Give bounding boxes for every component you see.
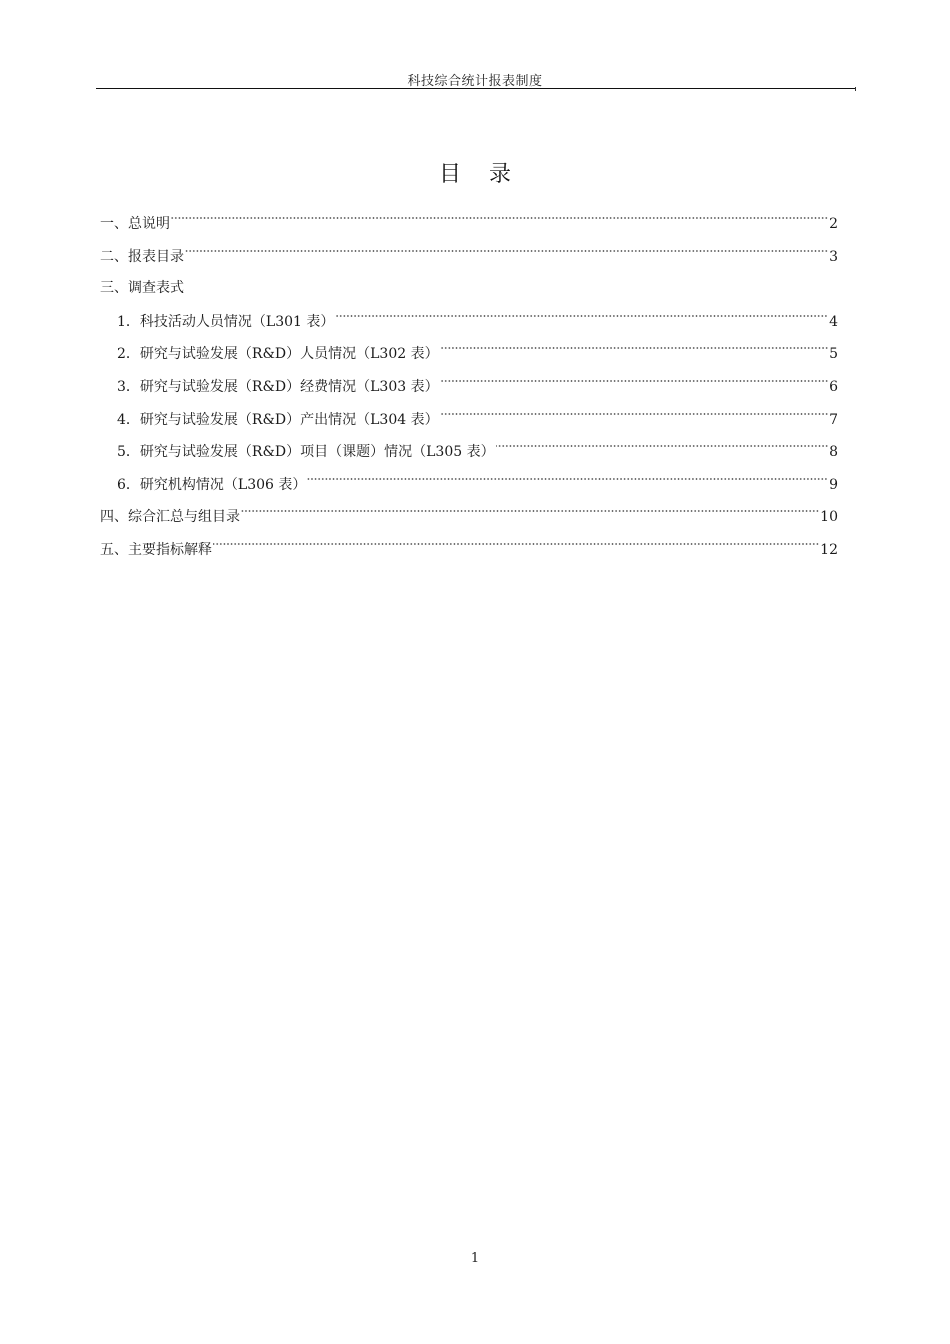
toc-entry-label: 二、报表目录 [100,248,184,265]
toc-entry-page: 5 [829,346,838,363]
toc-entry-label: 4．研究与试验发展（R&D）产出情况（L304 表） [117,411,439,428]
toc-entry-indicator-definitions[interactable] [100,540,838,573]
toc-entry-l301[interactable] [100,312,838,345]
toc-entry-page: 6 [829,378,838,395]
toc-leader-dots [171,211,828,225]
toc-leader-dots [213,537,819,551]
toc-entry-label: 一、总说明 [100,216,170,232]
toc-entry-label: 3．研究与试验发展（R&D）经费情况（L303 表） [117,378,439,395]
toc-entry-l303[interactable] [100,377,838,410]
toc-leader-dots [440,341,828,355]
toc-entry-page: 7 [829,411,838,428]
toc-entry-label: 四、综合汇总与组目录 [100,509,240,526]
toc-entry-survey-forms[interactable] [100,279,838,312]
toc-entry-l305[interactable] [100,442,838,475]
toc-entry-l306[interactable] [100,475,838,508]
toc-entry-page: 2 [829,216,838,232]
toc-entry-label: 2．研究与试验发展（R&D）人员情况（L302 表） [117,346,439,363]
running-header: 科技综合统计报表制度 [407,74,543,89]
toc-entry-label: 5．研究与试验发展（R&D）项目（课题）情况（L305 表） [117,444,495,461]
toc-leader-dots [241,504,819,518]
toc-entry-page: 10 [820,509,838,526]
toc-leader-dots [440,407,828,421]
toc-entry-report-list[interactable] [100,247,838,280]
toc-entry-label: 五、主要指标解释 [100,541,212,558]
toc-leader-dots [307,472,828,486]
toc-entry-l302[interactable] [100,344,838,377]
toc-entry-page: 9 [829,476,838,493]
toc-entry-label: 三、调查表式 [100,280,184,297]
toc-entry-label: 6．研究机构情况（L306 表） [117,476,307,493]
toc-heading: 目录 [438,162,539,187]
toc-entry-page: 8 [829,444,838,461]
toc-entry-l304[interactable] [100,410,838,443]
table-of-contents [100,214,838,573]
toc-entry-general-notes[interactable] [100,214,838,247]
toc-leader-dots [496,439,828,453]
page-number: 1 [470,1251,480,1266]
toc-leader-dots [440,374,828,388]
toc-entry-page: 12 [820,541,838,558]
toc-entry-page: 3 [829,248,838,265]
toc-entry-summary-catalog[interactable] [100,507,838,540]
header-rule [96,88,856,89]
toc-leader-dots [185,244,828,258]
toc-leader-dots [335,309,828,323]
toc-entry-page: 4 [829,313,838,330]
toc-entry-label: 1．科技活动人员情况（L301 表） [117,313,335,330]
header-rule-tick [855,87,856,91]
